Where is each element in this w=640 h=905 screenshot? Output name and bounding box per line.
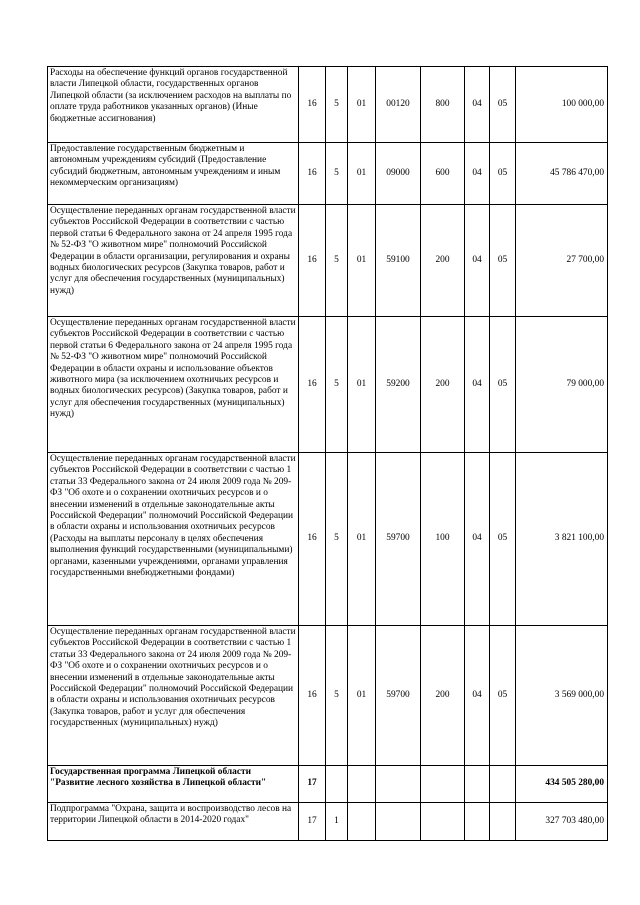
row-description: Предоставление государственным бюджетным и автономным учреждениям субсидий (Предоставление субсидий бюджетным, автономным учреждениям и иным некоммерческим организациям) [48,143,299,205]
amount-cell: 45 786 470,00 [516,143,608,205]
code-subsection: 05 [490,143,516,205]
amount-cell: 27 700,00 [516,205,608,317]
amount-cell: 3 569 000,00 [516,626,608,766]
code-event: 01 [348,205,376,317]
row-description: Государственная программа Липецкой области "Развитие лесного хозяйства в Липецкой области" [48,766,299,803]
row-description: Осуществление переданных органам государственной власти субъектов Российской Федерации в соответствии с частью 1 статьи 33 Федерального закона от 24 июля 2009 года № 209-ФЗ "Об охоте и о сохранении охотничьих ресурсов и о внесении изменений в отдельные законодательные акты Российской Федерации" полномочий Российской Федерации в области охраны и использования охотничьих ресурсов (Закупка товаров, работ и услуг для обеспечения государственных (муниципальных) нужд) [48,626,299,766]
code-section [465,766,490,803]
row-description: Расходы на обеспечение функций органов государственной власти Липецкой области, государственных органов Липецкой области (за исключением расходов на выплаты по оплате труда работников указанных органов) (Иные бюджетные ассигнования) [48,67,299,143]
code-subsection [490,766,516,803]
code-admin: 16 [299,67,326,143]
code-subsection: 05 [490,205,516,317]
code-event: 01 [348,317,376,453]
code-direction: 59200 [376,317,421,453]
code-section: 04 [465,67,490,143]
row-description: Осуществление переданных органам государственной власти субъектов Российской Федерации в соответствии с частью первой статьи 6 Федерального закона от 24 апреля 1995 года № 52-ФЗ "О животном мире" полномочий Российской Федерации в области организации, регулирования и охраны водных биологических ресурсов (Закупка товаров, работ и услуг для обеспечения государственных (муниципальных) нужд) [48,205,299,317]
code-subsection: 05 [490,317,516,453]
code-event: 01 [348,143,376,205]
code-admin: 16 [299,205,326,317]
code-admin: 16 [299,453,326,626]
code-expense-type: 800 [421,67,465,143]
row-description: Осуществление переданных органам государственной власти субъектов Российской Федерации в соответствии с частью 1 статьи 33 Федерального закона от 24 июля 2009 года № 209-ФЗ "Об охоте и о сохранении охотничьих ресурсов и о внесении изменений в отдельные законодательные акты Российской Федерации" полномочий Российской Федерации в области охраны и использования охотничьих ресурсов (Расходы на выплаты персоналу в целях обеспечения выполнения функций государственными (муниципальными) органами, казенными учреждениями, органами управления государственными внебюджетными фондами) [48,453,299,626]
amount-cell: 79 000,00 [516,317,608,453]
code-direction: 59700 [376,626,421,766]
code-event: 01 [348,67,376,143]
code-section: 04 [465,626,490,766]
code-expense-type [421,766,465,803]
table-row [48,143,608,205]
code-subprogram: 5 [326,205,348,317]
code-subprogram: 5 [326,626,348,766]
code-event [348,803,376,841]
code-section: 04 [465,453,490,626]
code-direction: 59700 [376,453,421,626]
code-subprogram: 5 [326,317,348,453]
code-expense-type: 100 [421,453,465,626]
code-subprogram: 5 [326,143,348,205]
code-subsection: 05 [490,626,516,766]
code-event [348,766,376,803]
code-section: 04 [465,317,490,453]
code-section [465,803,490,841]
table-row [48,317,608,453]
code-admin: 17 [299,803,326,841]
code-admin: 17 [299,766,326,803]
code-direction: 00120 [376,67,421,143]
amount-cell: 327 703 480,00 [516,803,608,841]
amount-cell: 3 821 100,00 [516,453,608,626]
table-row [48,626,608,766]
code-direction: 59100 [376,205,421,317]
row-description: Осуществление переданных органам государственной власти субъектов Российской Федерации в соответствии с частью первой статьи 6 Федерального закона от 24 апреля 1995 года № 52-ФЗ "О животном мире" полномочий Российской Федерации в области охраны и использование объектов животного мира (за исключением охотничьих ресурсов и водных биологических ресурсов) (Закупка товаров, работ и услуг для обеспечения государственных (муниципальных) нужд) [48,317,299,453]
code-admin: 16 [299,626,326,766]
code-subsection [490,803,516,841]
code-section: 04 [465,205,490,317]
table-row [48,803,608,841]
code-expense-type: 200 [421,317,465,453]
code-direction: 09000 [376,143,421,205]
table-row [48,453,608,626]
code-subprogram: 5 [326,67,348,143]
code-expense-type: 200 [421,626,465,766]
code-section: 04 [465,143,490,205]
row-description: Подпрограмма "Охрана, защита и воспроизводство лесов на территории Липецкой области в 2014-2020 годах" [48,803,299,841]
code-admin: 16 [299,317,326,453]
table-row [48,766,608,803]
code-expense-type [421,803,465,841]
code-direction [376,803,421,841]
code-expense-type: 600 [421,143,465,205]
budget-table [47,66,608,841]
amount-cell: 100 000,00 [516,67,608,143]
code-direction [376,766,421,803]
table-row [48,205,608,317]
code-subsection: 05 [490,67,516,143]
code-admin: 16 [299,143,326,205]
code-event: 01 [348,626,376,766]
code-expense-type: 200 [421,205,465,317]
code-event: 01 [348,453,376,626]
code-subsection: 05 [490,453,516,626]
code-subprogram: 5 [326,453,348,626]
code-subprogram: 1 [326,803,348,841]
code-subprogram [326,766,348,803]
amount-cell: 434 505 280,00 [516,766,608,803]
table-row [48,67,608,143]
